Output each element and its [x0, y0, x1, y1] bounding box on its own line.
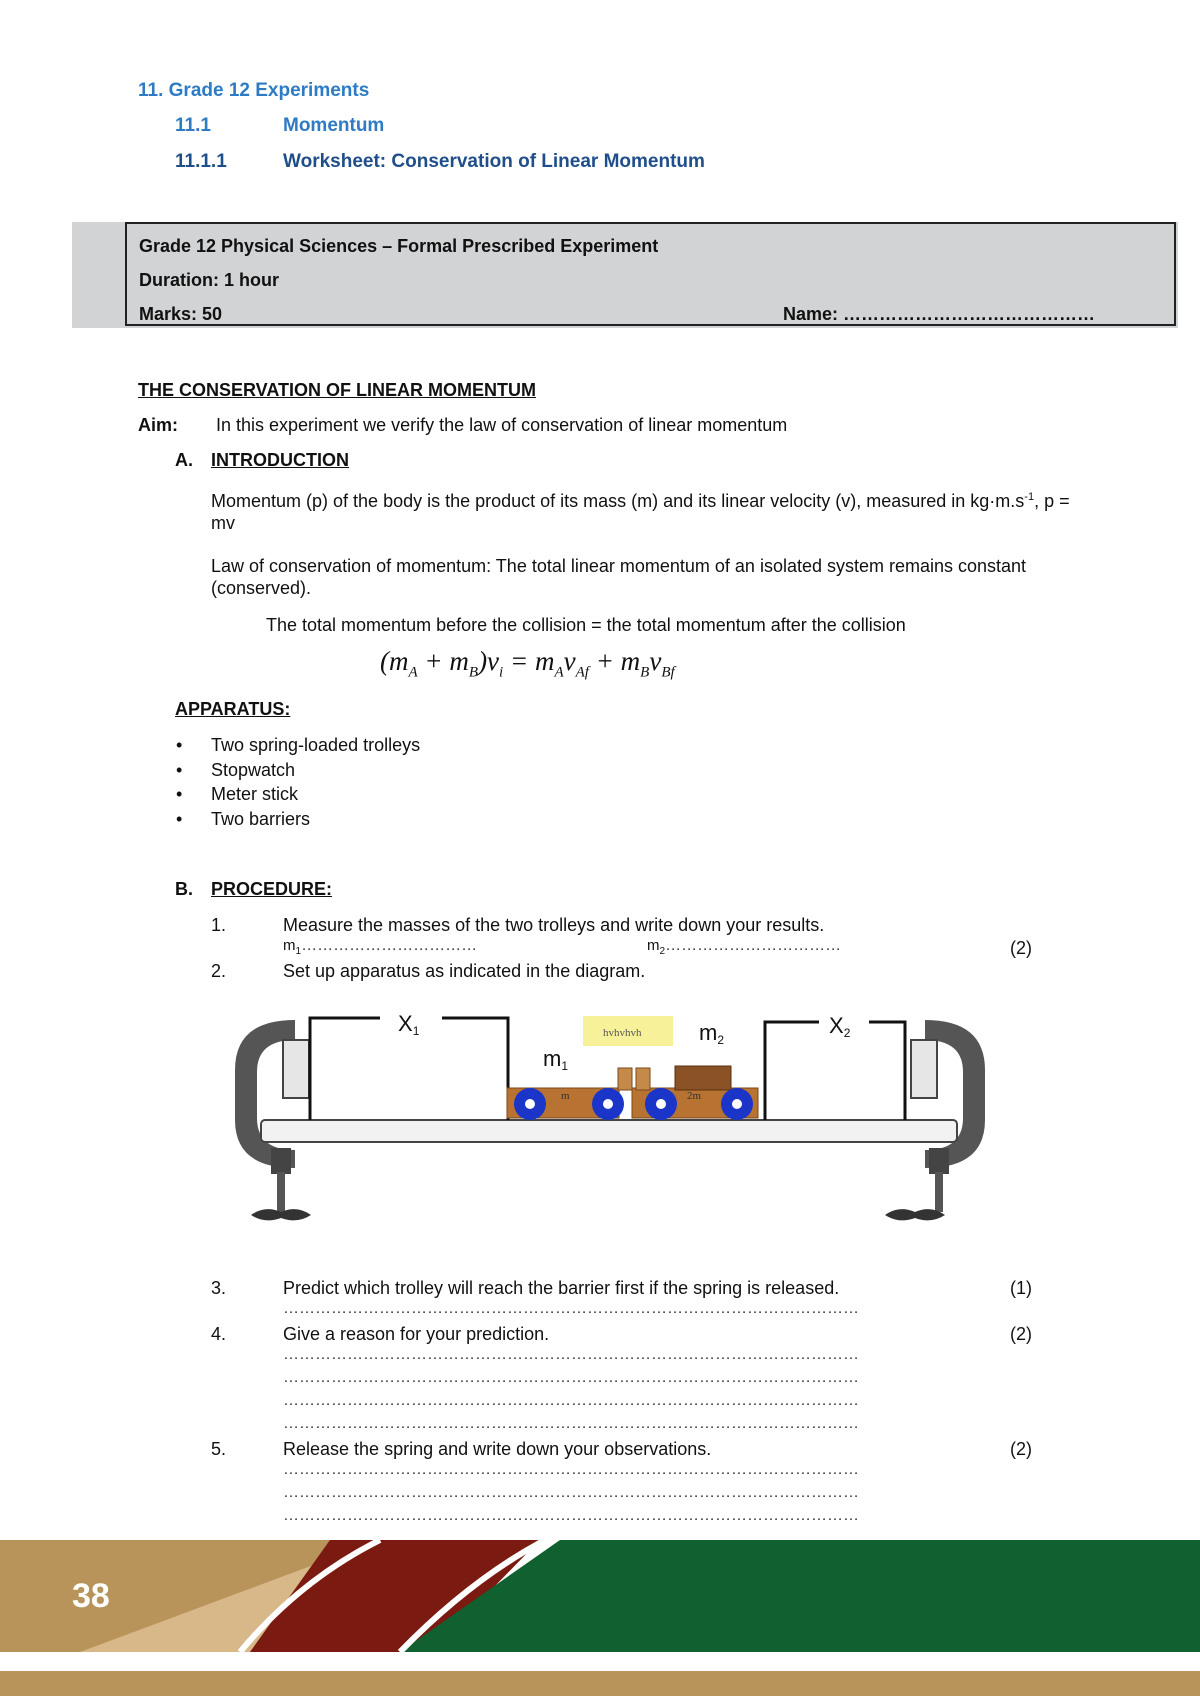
momentum-equation [380, 646, 675, 681]
intro-p1-sup: -1 [1024, 491, 1035, 503]
intro-statement: The total momentum before the collision = the total momentum after the collision [266, 615, 906, 635]
apparatus-item: • Two spring-loaded trolleys [211, 734, 420, 756]
eq-part: )v [478, 646, 500, 676]
eq-part: = m [503, 646, 555, 676]
step-number: 4. [211, 1324, 227, 1344]
intro-p1-tail: , p = mv [211, 491, 1070, 533]
step-text: Give a reason for your prediction. [283, 1324, 550, 1344]
step-number: 2. [211, 961, 227, 981]
info-name-field: Name: …………………………………… [783, 304, 1096, 324]
eq-sub: Af [575, 664, 589, 681]
eq-part: v [563, 646, 576, 676]
m1-sub: 1 [295, 946, 302, 957]
apparatus-item: • Meter stick [211, 783, 298, 805]
answer-line: ……………………………………………………………………………………………… [283, 1392, 859, 1409]
answer-line: ……………………………………………………………………………………………… [283, 1300, 859, 1317]
aim-label: Aim: [138, 415, 178, 435]
heading-subsection-title: Worksheet: Conservation of Linear Momentum [283, 151, 705, 172]
label-m1: m1 [543, 1046, 569, 1073]
wheel [592, 1088, 624, 1120]
label-x1: X1 [398, 1011, 420, 1038]
apparatus-heading: APPARATUS: [175, 699, 291, 719]
eq-part: (m [380, 646, 409, 676]
intro-paragraph-law: Law of conservation of momentum: The total linear momentum of an isolated system remains constant (conserved). [211, 556, 1027, 598]
intro-paragraph-momentum [211, 486, 1071, 534]
procedure-letter: B. [175, 879, 193, 899]
eq-sub: B [468, 664, 479, 681]
spring-label: hvhvhvh [603, 1027, 642, 1039]
heading-section-title: Momentum [283, 115, 385, 136]
eq-sub: A [554, 664, 564, 681]
wheel [645, 1088, 677, 1120]
eq-sub: B [640, 664, 650, 681]
m2-sub: 2 [659, 946, 666, 957]
answer-line: ……………………………………………………………………………………………… [283, 1507, 859, 1524]
info-marks: Marks: 50 [139, 304, 223, 324]
answer-line: ……………………………………………………………………………………………… [283, 1461, 859, 1478]
heading-section-number: 11.1 [175, 115, 211, 136]
step-number: 1. [211, 915, 227, 935]
dot-line: …………………………… [665, 937, 842, 954]
heading-chapter: 11. Grade 12 Experiments [138, 80, 370, 101]
aim-text: In this experiment we verify the law of conservation of linear momentum [216, 415, 788, 435]
eq-sub: i [499, 664, 504, 681]
step-number: 5. [211, 1439, 227, 1459]
label-m2: m2 [699, 1020, 725, 1047]
step-text: Predict which trolley will reach the barrier first if the spring is released. [283, 1278, 840, 1298]
intro-heading: INTRODUCTION [211, 450, 349, 470]
heading-subsection-number: 11.1.1 [175, 151, 227, 172]
step-marks: (2) [1010, 938, 1032, 958]
answer-line: ……………………………………………………………………………………………… [283, 1346, 859, 1363]
intro-letter: A. [175, 450, 193, 470]
page-number: 38 [72, 1577, 110, 1615]
apparatus-item: • Stopwatch [211, 759, 295, 781]
dot-line: …………………………… [301, 937, 478, 954]
section-title: THE CONSERVATION OF LINEAR MOMENTUM [138, 380, 536, 400]
footer-decoration [0, 1540, 1200, 1696]
info-duration: Duration: 1 hour [139, 270, 279, 290]
m1-label: m [283, 937, 296, 954]
step-text: Measure the masses of the two trolleys and write down your results. [283, 915, 825, 935]
step-marks: (1) [1010, 1278, 1032, 1298]
eq-sub: A [408, 664, 418, 681]
label-x2: X2 [829, 1013, 851, 1040]
m1-answer-line [283, 937, 477, 957]
answer-line: ……………………………………………………………………………………………… [283, 1484, 859, 1501]
bench [261, 1120, 957, 1142]
step-number: 3. [211, 1278, 227, 1298]
step-text: Release the spring and write down your observations. [283, 1439, 712, 1459]
eq-part: + m [588, 646, 641, 676]
intro-p1-text: Momentum (p) of the body is the product of its mass (m) and its linear velocity (v), measured in kg·m.s [211, 491, 1025, 511]
apparatus-item: • Two barriers [211, 808, 310, 830]
trolley-2-label: 2m [687, 1090, 702, 1102]
eq-sub: Bf [661, 664, 675, 681]
step-marks: (2) [1010, 1324, 1032, 1344]
step-marks: (2) [1010, 1439, 1032, 1459]
answer-line: ……………………………………………………………………………………………… [283, 1369, 859, 1386]
answer-line: ……………………………………………………………………………………………… [283, 1415, 859, 1432]
eq-part: + m [417, 646, 469, 676]
apparatus-diagram [225, 1000, 995, 1235]
procedure-heading: PROCEDURE: [211, 879, 333, 899]
info-box [125, 222, 1176, 326]
wheel [721, 1088, 753, 1120]
step-text: Set up apparatus as indicated in the diagram. [283, 961, 646, 981]
trolley-1-label: m [561, 1090, 570, 1102]
m2-answer-line [647, 937, 841, 957]
wheel [514, 1088, 546, 1120]
info-title: Grade 12 Physical Sciences – Formal Prescribed Experiment [139, 236, 659, 256]
eq-part: v [649, 646, 662, 676]
m2-label: m [647, 937, 660, 954]
